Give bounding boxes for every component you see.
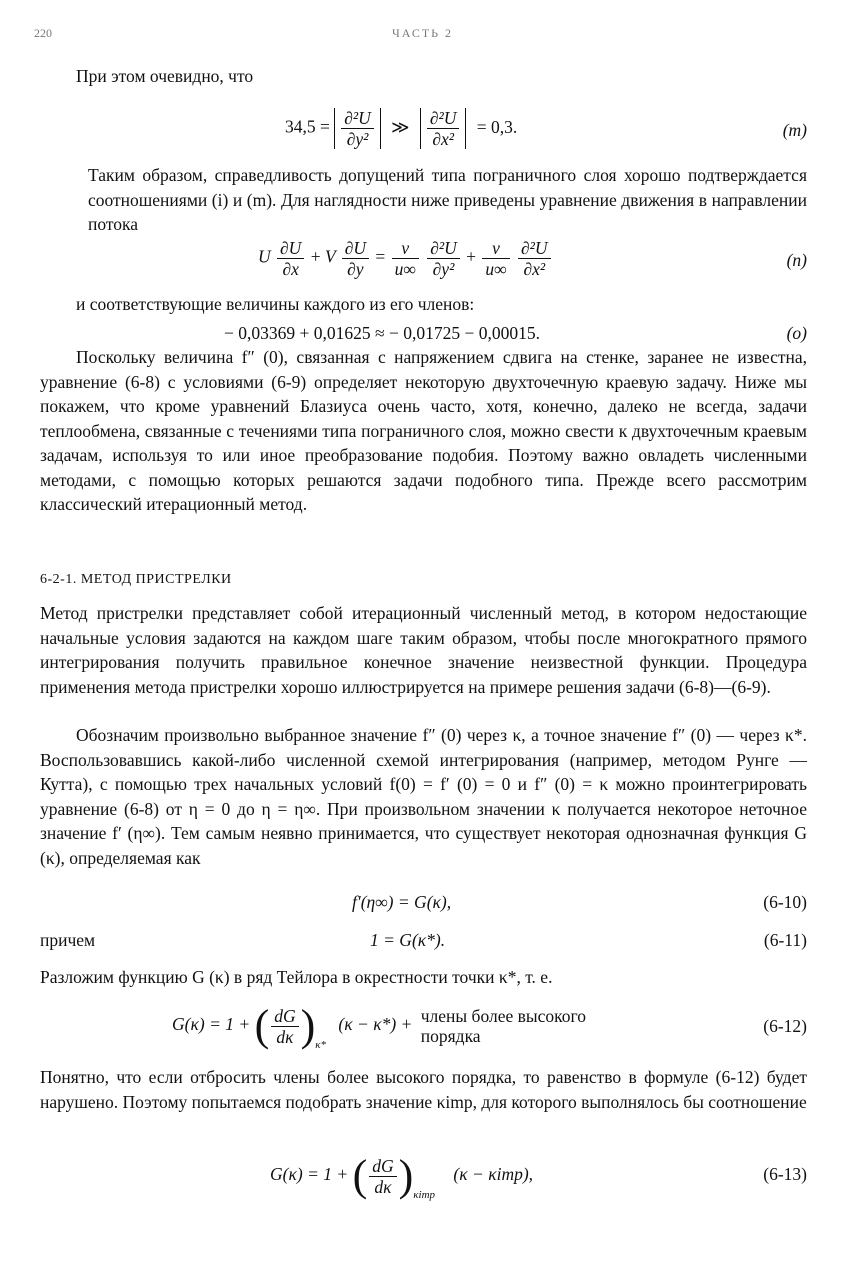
eq-m-frac1-num: ∂²U bbox=[341, 108, 374, 129]
running-title: ЧАСТЬ 2 bbox=[391, 26, 454, 40]
eq-6-12-tail1: члены более высокого bbox=[420, 1006, 587, 1026]
eq-n-dx: ∂x bbox=[282, 259, 299, 279]
eq-n-plus1: + bbox=[310, 246, 321, 267]
eq-m-relation: ≫ bbox=[391, 116, 410, 137]
paragraph-3: Поскольку величина f″ (0), связанная с напряжением сдвига на стенке, заранее не известна, уравнение (6-8) с условиями (6-9) определяет некоторую двухточечную краевую задачу. Ниже мы покажем, что кроме уравнений Блазиуса очень часто, хотя, конечно, далеко не всегда, задачи теплообмена, связанные с течениями типа пограничного слоя, можно свести к двухточечным краевым задачам, используя то или иное преобразование подобия. Поэтому важно овладеть численными методами, с помощью которых решаются задачи подобного типа. Прежде всего рассмотрим классический итерационный метод. bbox=[40, 347, 807, 514]
equation-6-10 bbox=[0, 890, 845, 920]
eq-n-uinf1: u∞ bbox=[394, 259, 416, 279]
eq-6-13-sub: κimp bbox=[413, 1189, 436, 1202]
equation-n bbox=[0, 234, 845, 290]
eq-n-v: V bbox=[324, 246, 336, 267]
eq-o-label: (o) bbox=[786, 323, 807, 343]
equation-6-13: G(κ) = 1 + ( $\frac{dG}{d\kappa}$ )$_{\kappa imp}$ (κ − κimp), (6-13) bbox=[270, 1151, 807, 1202]
intro-line: При этом очевидно, что bbox=[76, 66, 254, 86]
eq-n-d2U2: ∂²U bbox=[518, 238, 551, 259]
section-heading: 6-2-1. МЕТОД ПРИСТРЕЛКИ bbox=[40, 572, 232, 587]
eq-m-label: (m) bbox=[782, 120, 807, 140]
paragraph-2: и соответствующие величины каждого из его членов: bbox=[76, 294, 475, 314]
paragraph-6: Разложим функцию G (κ) в ряд Тейлора в окрестности точки κ*, т. е. bbox=[40, 967, 553, 987]
eq-n-dy: ∂y bbox=[347, 259, 364, 279]
eq-n-plus2: + bbox=[466, 246, 477, 267]
eq-6-12-lhs: G(κ) = 1 + bbox=[172, 1014, 251, 1035]
eq-6-13-label: (6-13) bbox=[763, 1164, 807, 1184]
page-header bbox=[34, 26, 811, 44]
eq-n-dU1: ∂U bbox=[277, 238, 304, 259]
eq-m-rhs: = 0,3. bbox=[476, 116, 518, 137]
eq-6-12-sub: κ* bbox=[315, 1039, 327, 1052]
eq-6-12-den: dκ bbox=[276, 1026, 294, 1047]
eq-n-dx2: ∂x² bbox=[523, 259, 546, 279]
eq-m-abs2 bbox=[420, 108, 467, 149]
eq-6-12-tail bbox=[421, 1006, 586, 1046]
page-number: 220 bbox=[34, 26, 52, 40]
eq-n-dy2: ∂y² bbox=[432, 259, 455, 279]
equation-6-12: G(κ) = 1 + ( $\frac{dG}{d\kappa}$ )$_{\kappa*}$ (κ − κ*) + члены более высокого порядка (6-12) bbox=[172, 1001, 807, 1052]
eq-m-frac2-den: ∂x² bbox=[432, 129, 454, 149]
eq-m-frac1-den: ∂y² bbox=[346, 129, 369, 149]
equation-6-11 bbox=[0, 928, 845, 958]
eq-m-frac2-num: ∂²U bbox=[427, 108, 460, 129]
eq-n-eq: = bbox=[375, 246, 386, 267]
paragraph-5: Обозначим произвольно выбранное значение f″ (0) через κ, а точное значение f″ (0) — через κ*. Воспользовавшись какой-либо численной схемой интегрирования (например, методом Рунге — Кутта), с помощью трех начальных условий f(0) = f′ (0) = 0 и f″ (0) = κ можно проинтегрировать уравнение (6-8) от η = 0 до η = η∞. При произвольном значении κ получается некоторое неточное значение f′ (η∞). Тем самым неявно принимается, что существует некоторая однозначная функция G (κ), определяемая как bbox=[40, 725, 807, 868]
eq-6-10-label: (6-10) bbox=[763, 892, 807, 912]
eq-o-expr: − 0,03369 + 0,01625 ≈ − 0,01725 − 0,00015. bbox=[224, 323, 540, 343]
eq-6-13-lhs: G(κ) = 1 + bbox=[270, 1164, 349, 1185]
paragraph-4: Метод пристрелки представляет собой итерационный численный метод, в котором недостающие начальные условия задаются на каждом шаге таким образом, чтобы после многократного прямого интегрирования получить правильное конечное значение неизвестной функции. Процедура применения метода пристрелки хорошо иллюстрируется на примере решения задачи (6-8)—(6-9). bbox=[40, 603, 807, 697]
eq-6-13-den: dκ bbox=[374, 1176, 392, 1197]
eq-n-nu1: ν bbox=[392, 238, 419, 259]
eq-6-11-lead: причем bbox=[40, 930, 96, 950]
paragraph-1: Таким образом, справедливость допущений типа пограничного слоя хорошо подтверждается соотношениями (i) и (m). Для наглядности ниже приведены уравнение движения в направлении потока bbox=[88, 165, 807, 234]
eq-6-10-expr: f′(η∞) = G(κ), bbox=[352, 892, 452, 912]
eq-6-13-mid: (κ − κimp), bbox=[453, 1164, 534, 1185]
eq-6-11-label: (6-11) bbox=[763, 930, 807, 950]
eq-n-uinf2: u∞ bbox=[485, 259, 507, 279]
eq-n-dU2: ∂U bbox=[342, 238, 369, 259]
paragraph-7: Понятно, что если отбросить члены более высокого порядка, то равенство в формуле (6-12) будет нарушено. Поэтому попытаемся подобрать значение κimp, для которого выполнялось бы соотношение bbox=[40, 1067, 807, 1112]
equation-m bbox=[0, 100, 845, 156]
eq-m-lhs: 34,5 = bbox=[285, 116, 330, 137]
eq-6-11-expr: 1 = G(κ*). bbox=[370, 930, 446, 950]
eq-6-12-num: dG bbox=[271, 1006, 298, 1027]
eq-6-13-num: dG bbox=[369, 1156, 396, 1177]
eq-6-12-tail2: порядка bbox=[420, 1026, 481, 1046]
eq-n-d2U1: ∂²U bbox=[427, 238, 460, 259]
eq-n-nu2: ν bbox=[482, 238, 509, 259]
eq-n-label: (n) bbox=[786, 250, 807, 270]
eq-6-12-mid: (κ − κ*) + bbox=[338, 1014, 413, 1035]
eq-m-abs1 bbox=[334, 108, 381, 149]
eq-6-12-label: (6-12) bbox=[763, 1016, 807, 1036]
eq-n-u: U bbox=[258, 246, 271, 267]
